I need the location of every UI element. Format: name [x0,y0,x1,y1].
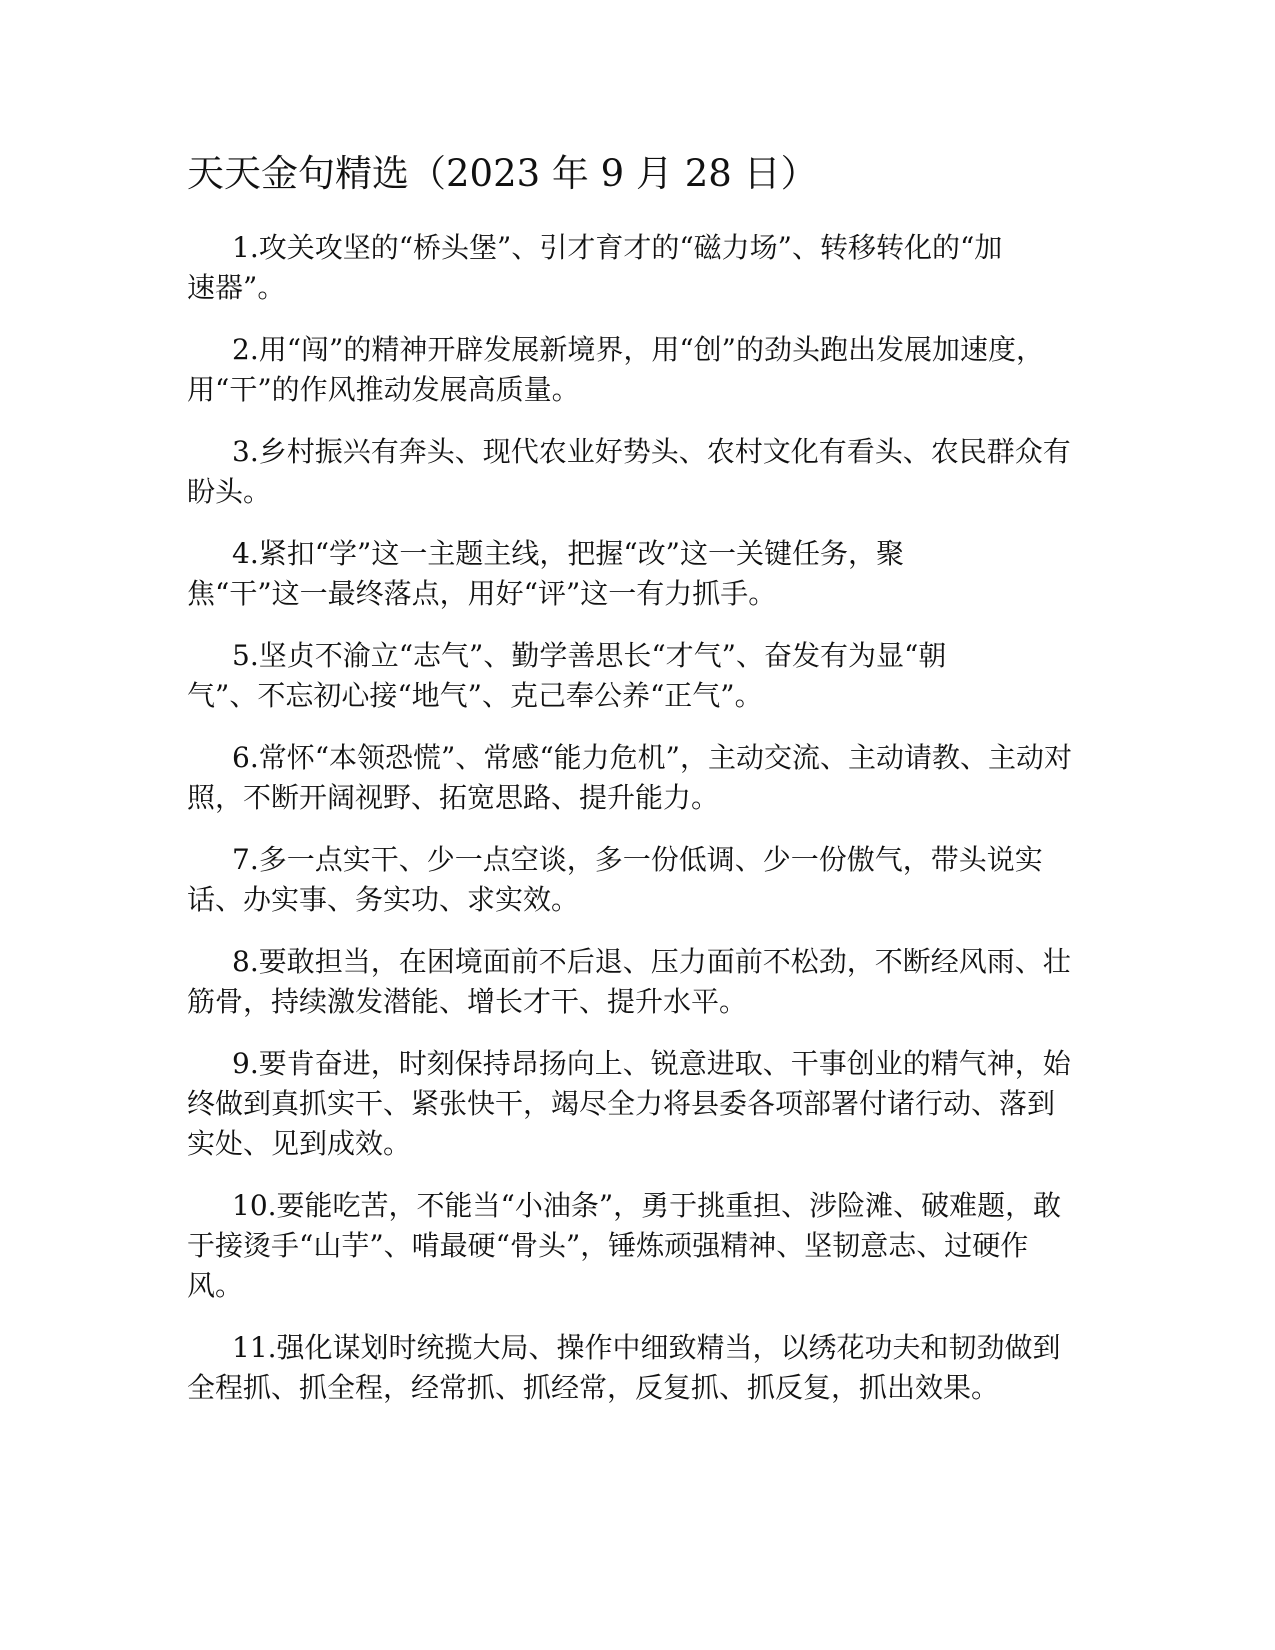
quote-item-10: 10.要能吃苦，不能当“小油条”，勇于挑重担、涉险滩、破难题，敢于接烫手“山芋”、啃最硬“骨头”，锤炼顽强精神、坚韧意志、过硬作风。 [187,1189,1062,1302]
quote-item-4: 4.紧扣“学”这一主题主线，把握“改”这一关键任务，聚焦“干”这一最终落点，用好“评”这一有力抓手。 [187,537,904,610]
document-title: 天天金句精选（2023 年 9 月 28 日） [187,152,818,195]
quote-item-8: 8.要敢担当，在困境面前不后退、压力面前不松劲，不断经风雨、壮筋骨，持续激发潜能、增长才干、提升水平。 [187,945,1071,1018]
quote-item-6: 6.常怀“本领恐慌”、常感“能力危机”，主动交流、主动请教、主动对照，不断开阔视野、拓宽思路、提升能力。 [187,741,1072,814]
quote-item-5: 5.坚贞不渝立“志气”、勤学善思长“才气”、奋发有为显“朝气”、不忘初心接“地气”、克己奉公养“正气”。 [187,639,947,712]
quote-item-9: 9.要肯奋进，时刻保持昂扬向上、锐意进取、干事创业的精气神，始终做到真抓实干、紧张快干，竭尽全力将县委各项部署付诸行动、落到实处、见到成效。 [187,1047,1071,1160]
quote-list [187,228,1077,1430]
quote-item-3: 3.乡村振兴有奔头、现代农业好势头、农村文化有看头、农民群众有盼头。 [187,435,1071,508]
quote-item-1: 1.攻关攻坚的“桥头堡”、引才育才的“磁力场”、转移转化的“加速器”。 [187,231,1003,304]
quote-item-7: 7.多一点实干、少一点空谈，多一份低调、少一份傲气，带头说实话、办实事、务实功、求实效。 [187,843,1043,916]
quote-item-2: 2.用“闯”的精神开辟发展新境界，用“创”的劲头跑出发展加速度，用“干”的作风推动发展高质量。 [187,333,1044,406]
quote-item-11: 11.强化谋划时统揽大局、操作中细致精当，以绣花功夫和韧劲做到全程抓、抓全程，经常抓、抓经常，反复抓、抓反复，抓出效果。 [187,1331,1061,1404]
